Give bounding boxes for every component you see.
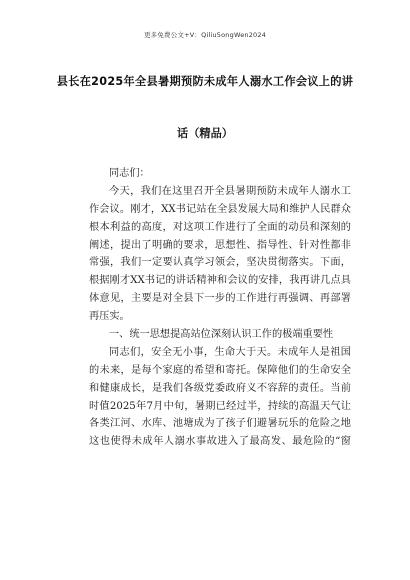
header-note: 更多免费公文+V：Qiliu5ongWen2024	[143, 31, 267, 39]
body-line: 的未来，是每个家庭的希望和寄托。保障他们的生命安全	[89, 364, 351, 376]
body-line: 各类江河、水库、池塘成为了孩子们避暑玩乐的危险之地	[89, 418, 351, 430]
document-body	[89, 165, 351, 451]
document-title-line-2: 话（精品）	[177, 127, 233, 140]
body-line: 根本利益的高度，对这项工作进行了全面的动员和深刻的	[89, 221, 351, 233]
body-line: 阐述，提出了明确的要求，思想性、指导性、针对性都非	[89, 239, 351, 251]
body-line: 常强，我们一定要认真学习领会，坚决贯彻落实。下面，	[89, 257, 351, 269]
body-line: 时值2025年7月中旬，暑期已经过半，持续的高温天气让	[89, 400, 351, 412]
body-line: 体意见，主要是对全县下一步的工作进行再强调、再部署	[89, 293, 351, 305]
document-title-line-1: 县长在2025年全县暑期预防未成年人溺水工作会议上的讲	[56, 75, 354, 88]
body-line: 同志们：	[109, 168, 150, 179]
body-line: 作会议。刚才，XX书记站在全县发展大局和维护人民群众	[89, 203, 351, 215]
body-line: 今天，我们在这里召开全县暑期预防未成年人溺水工	[109, 185, 351, 197]
body-line: 根据刚才XX书记的讲话精神和会议的安排，我再讲几点具	[89, 275, 351, 287]
body-line: 和健康成长，是我们各级党委政府义不容辞的责任。当前	[89, 382, 351, 394]
section-heading: 一、统一思想提高站位深刻认识工作的极端重要性	[109, 329, 334, 341]
body-line: 再压实。	[89, 311, 130, 323]
body-line: 同志们，安全无小事，生命大于天。未成年人是祖国	[109, 346, 351, 358]
body-line: 这也使得未成年人溺水事故进入了最高发、最危险的“窗	[89, 436, 351, 448]
